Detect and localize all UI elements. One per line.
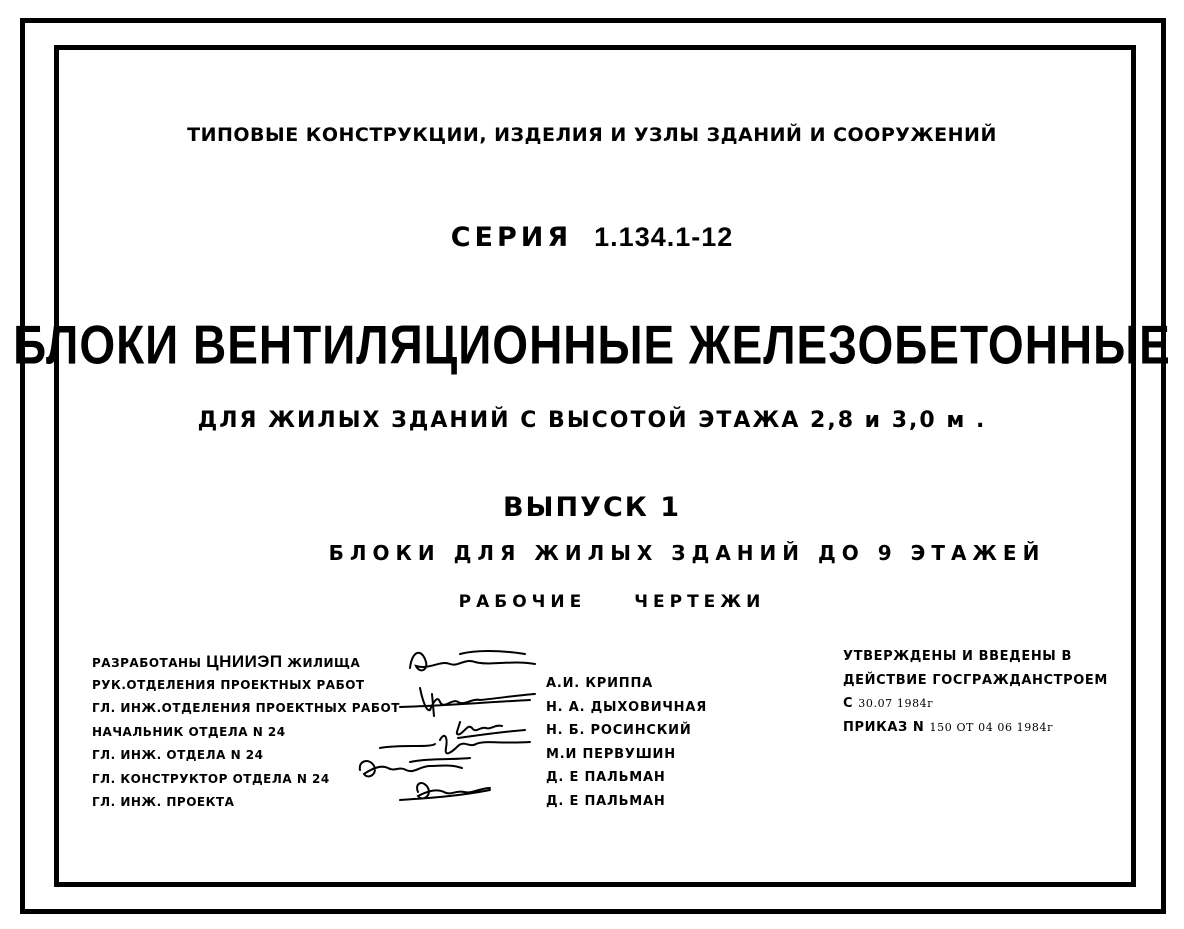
- signature-palman-2: [400, 783, 490, 800]
- credit-role-text: РАЗРАБОТАНЫ: [92, 656, 207, 670]
- credit-role-text: РУК.ОТДЕЛЕНИЯ ПРОЕКТНЫХ РАБОТ: [92, 677, 365, 692]
- approval-block: [843, 645, 1108, 739]
- approval-date-prefix: С: [843, 696, 859, 711]
- signatory-name: Д. Е ПАЛЬМАН: [546, 793, 666, 809]
- issue-description: БЛОКИ ДЛЯ ЖИЛЫХ ЗДАНИЙ ДО 9 ЭТАЖЕЙ: [328, 541, 1046, 565]
- series-label: СЕРИЯ: [450, 222, 573, 253]
- signature-krippa: [410, 651, 535, 670]
- order-number: 150: [929, 720, 953, 734]
- approval-date: 30.07 1984г: [858, 697, 934, 710]
- series-number: 1.134.1-12: [594, 222, 734, 252]
- credit-role-text: ГЛ. КОНСТРУКТОР ОТДЕЛА N 24: [92, 771, 330, 786]
- approval-line-4: [843, 716, 1108, 740]
- signatory-name: А.И. КРИППА: [546, 676, 653, 691]
- signatory-name: Н. А. ДЫХОВИЧНАЯ: [546, 699, 708, 715]
- credits-names: [546, 672, 707, 813]
- approval-line-1: УТВЕРЖДЕНЫ И ВВЕДЕНЫ В: [843, 649, 1073, 664]
- approval-line-3: [843, 692, 1108, 716]
- signatory-name: Н. Б. РОСИНСКИЙ: [546, 723, 692, 738]
- document-type: [20, 592, 1184, 612]
- credit-role-text: НАЧАЛЬНИК ОТДЕЛА N 24: [92, 724, 286, 739]
- issue-label: ВЫПУСК 1: [502, 492, 682, 523]
- approval-line-2: ДЕЙСТВИЕ ГОСГРАЖДАНСТРОЕМ: [843, 672, 1108, 688]
- supertitle: ТИПОВЫЕ КОНСТРУКЦИИ, ИЗДЕЛИЯ И УЗЛЫ ЗДАНИЙ И СООРУЖЕНИЙ: [187, 124, 997, 146]
- signature-rosinsky: [457, 722, 525, 738]
- order-date: 04 06 1984г: [978, 720, 1054, 734]
- organization-name: ЦНИИЭП: [206, 652, 283, 671]
- signature-pervushin: [380, 736, 530, 762]
- order-from: ОТ: [952, 720, 979, 734]
- signatory-name: М.И ПЕРВУШИН: [546, 746, 676, 762]
- doc-type-word-1: РАБОЧИЕ: [458, 592, 587, 612]
- order-prefix: ПРИКАЗ N: [843, 719, 930, 735]
- document-title: БЛОКИ ВЕНТИЛЯЦИОННЫЕ ЖЕЛЕЗОБЕТОННЫЕ: [13, 314, 1171, 376]
- credit-role-text: ГЛ. ИНЖ.ОТДЕЛЕНИЯ ПРОЕКТНЫХ РАБОТ: [92, 701, 400, 715]
- doc-type-word-2: ЧЕРТЕЖИ: [634, 592, 766, 612]
- credit-role-suffix: ЖИЛИЩА: [282, 656, 361, 670]
- signatory-name: Д. Е ПАЛЬМАН: [546, 770, 666, 785]
- credit-role-text: ГЛ. ИНЖ. ОТДЕЛА N 24: [92, 748, 264, 762]
- credit-role-text: ГЛ. ИНЖ. ПРОЕКТА: [92, 795, 235, 809]
- signature-palman-1: [360, 761, 462, 776]
- series-line: [0, 222, 1184, 253]
- signature-dykhovichnaya: [400, 688, 535, 716]
- signatures: [340, 640, 550, 820]
- document-subtitle: ДЛЯ ЖИЛЫХ ЗДАНИЙ С ВЫСОТОЙ ЭТАЖА 2,8 и 3,0 м .: [197, 408, 987, 433]
